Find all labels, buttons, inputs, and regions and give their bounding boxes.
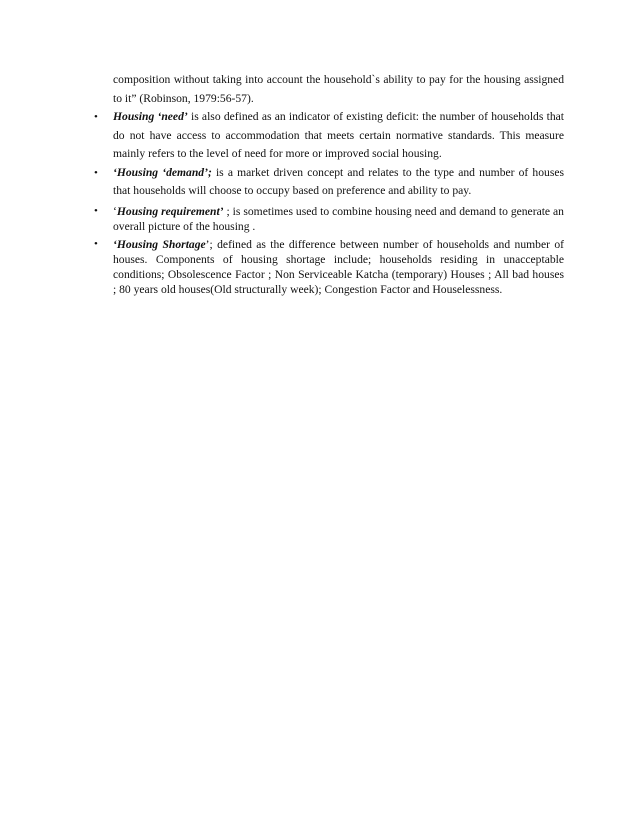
definition-text: ; is sometimes used to combine housing need and demand to generate an overall picture of the housing .: [113, 204, 564, 233]
definition-text: is also defined as an indicator of existing deficit: the number of households that do not have access to accommodation that meets certain normative standards. This measure mainly refers to the level of need for more or improved social housing.: [113, 110, 564, 160]
list-item-housing-shortage: [94, 237, 564, 297]
continuation-paragraph: composition without taking into account the household`s ability to pay for the housing assigned to it” (Robinson, 1979:56-57).: [113, 73, 564, 105]
term-housing-shortage: ‘Housing Shortage: [113, 237, 206, 251]
list-item-housing-demand: [94, 164, 564, 201]
term-housing-demand: ‘Housing ‘demand’;: [113, 165, 212, 179]
term-housing-requirement: Housing requirement’: [116, 204, 224, 218]
document-body: [94, 71, 564, 297]
term-housing-need: Housing ‘need’: [113, 110, 188, 123]
definition-text: ’; defined as the difference between number of households and number of houses. Components of housing shortage include; households residing in unacceptable conditions; Obsolescence Factor ; Non Serviceable Katcha (temporary) Houses ; All bad houses ; 80 years old houses(Old structurally week); Congestion Factor and Houselessness.: [113, 237, 564, 296]
definition-list: [94, 108, 564, 297]
bullet-icon: •: [94, 111, 98, 123]
list-item-housing-need: [94, 108, 564, 164]
bullet-icon: •: [94, 166, 98, 179]
term-prefix: ‘: [113, 204, 117, 218]
list-item-housing-requirement: [94, 204, 564, 234]
bullet-icon: •: [94, 237, 98, 250]
bullet-icon: •: [94, 204, 98, 217]
definition-text: is a market driven concept and relates to the type and number of houses that households will choose to occupy based on preference and ability to pay.: [113, 165, 564, 197]
